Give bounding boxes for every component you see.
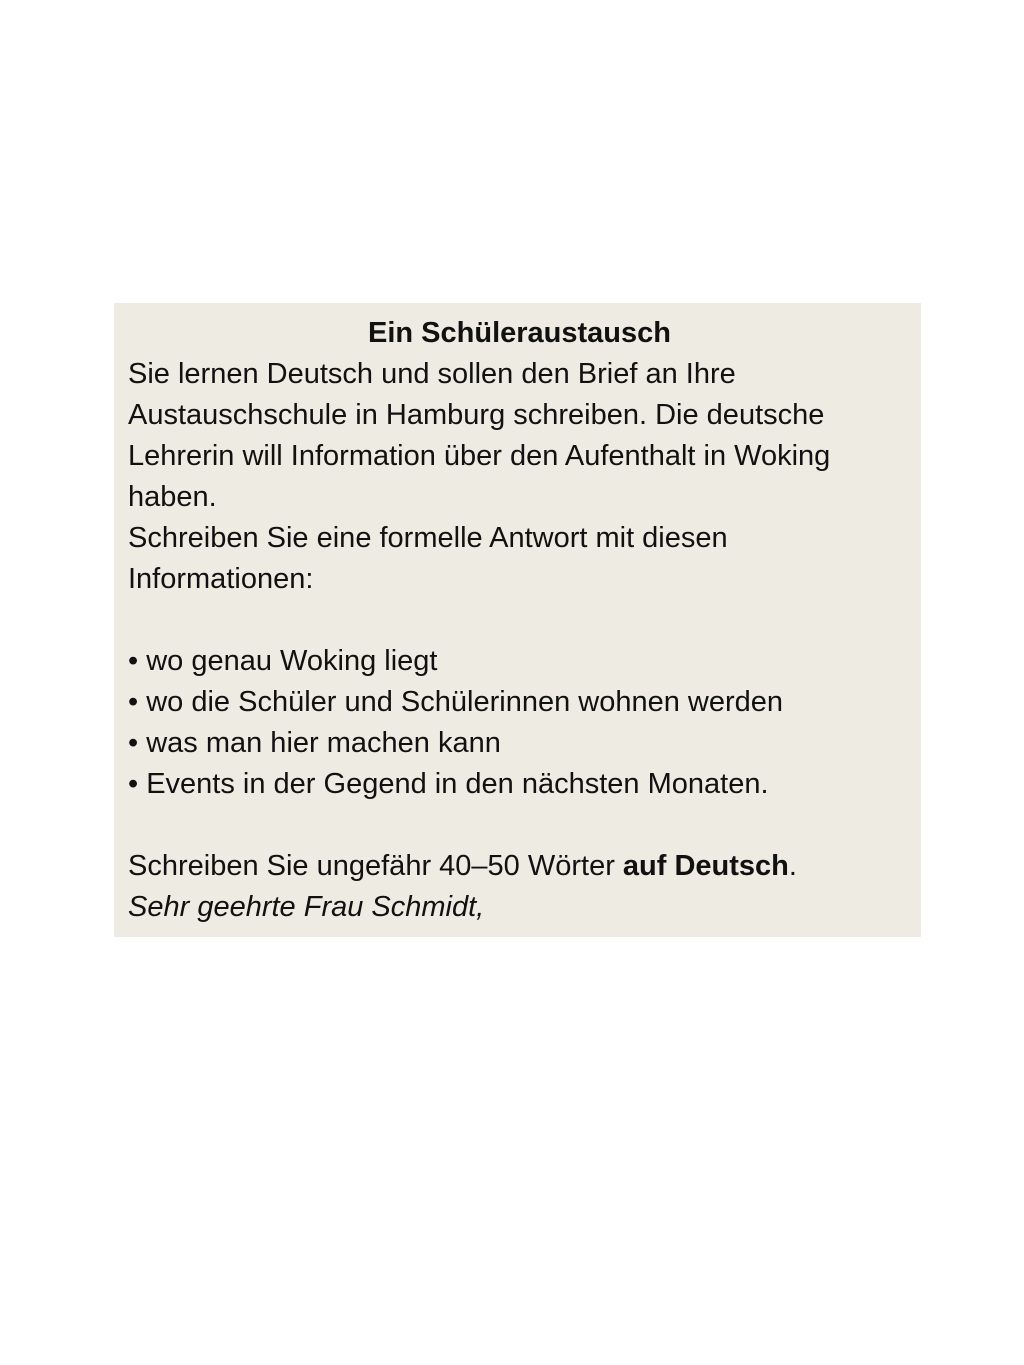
word-count-instruction	[128, 846, 911, 887]
task-box	[114, 303, 921, 937]
word-count-suffix: .	[788, 850, 797, 882]
bullet-item: • was man hier machen kann	[128, 727, 501, 759]
spacer	[128, 805, 911, 846]
spacer	[128, 600, 911, 641]
bullet-item: • wo genau Woking liegt	[128, 645, 438, 677]
task-title: Ein Schüleraustausch	[368, 317, 671, 349]
word-count-language: auf Deutsch	[622, 850, 789, 882]
bullet-list	[128, 641, 911, 805]
task-intro: Sie lernen Deutsch und sollen den Brief an Ihre Austauschschule in Hamburg schreiben. Die deutsche Lehrerin will Information über den Aufenthalt in Woking haben.	[128, 358, 831, 513]
bullet-item: • Events in der Gegend in den nächsten Monaten.	[128, 768, 769, 800]
letter-salutation: Sehr geehrte Frau Schmidt,	[128, 891, 485, 923]
word-count-prefix: Schreiben Sie ungefähr 40–50 Wörter	[128, 850, 623, 882]
task-instruction: Schreiben Sie eine formelle Antwort mit diesen Informationen:	[128, 522, 728, 595]
bullet-item: • wo die Schüler und Schülerinnen wohnen werden	[128, 686, 784, 718]
